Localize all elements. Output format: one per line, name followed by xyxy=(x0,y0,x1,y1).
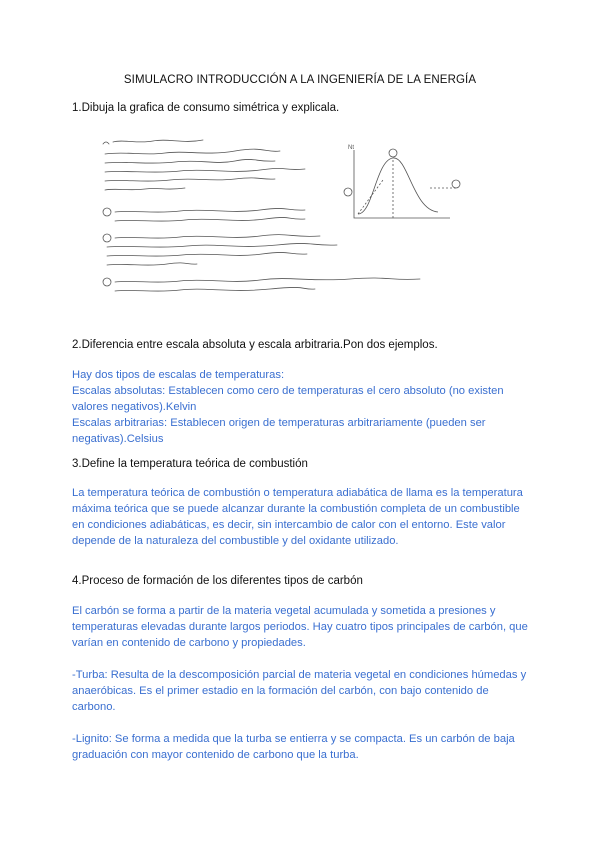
answer-4-paragraph-3: -Lignito: Se forma a medida que la turba se entierra y se compacta. Es un carbón de baja graduación con mayor contenido de carbono que la turba. xyxy=(72,733,515,761)
answer-3-text: La temperatura teórica de combustión o temperatura adiabática de llama es la temperatura máxima teórica que se puede alcanzar durante la combustión completa de un combustible en condiciones adiabáticas, es decir, sin intercambio de calor con el entorno. Este valor depende de la naturaleza del combustible y del oxidante utilizado. xyxy=(72,487,523,547)
question-4: 4.Proceso de formación de los diferentes tipos de carbón xyxy=(72,575,363,587)
answer-4-paragraph-2: -Turba: Resulta de la descomposición parcial de materia vegetal en condiciones húmedas y anaeróbicas. Es el primer estadio en la formación del carbón, con bajo contenido de carbono. xyxy=(72,669,527,713)
answer-2-line-1: Hay dos tipos de escalas de temperaturas: xyxy=(72,369,285,381)
question-1: 1.Dibuja la grafica de consumo simétrica y explicala. xyxy=(72,102,340,114)
answer-2 xyxy=(72,367,532,447)
graph-y-label: Nt xyxy=(348,145,354,151)
graph-axes xyxy=(354,150,450,218)
page-title: SIMULACRO INTRODUCCIÓN A LA INGENIERÍA DE LA ENERGÍA xyxy=(123,74,477,86)
question-2: 2.Diferencia entre escala absoluta y escala arbitraria.Pon dos ejemplos. xyxy=(72,339,438,351)
answer-2-line-2: Escalas absolutas: Establecen como cero de temperaturas el cero absoluto (no existen valores negativos).Kelvin xyxy=(72,385,504,413)
answer-4 xyxy=(72,603,532,763)
consumption-curve-sketch xyxy=(338,140,468,225)
answer-3 xyxy=(72,485,532,549)
graph-curve xyxy=(358,158,438,214)
question-3: 3.Define la temperatura teórica de combustión xyxy=(72,458,308,470)
answer-2-line-3: Escalas arbitrarias: Establecen origen de temperaturas arbitrariamente (pueden ser negativas).Celsius xyxy=(72,417,486,445)
answer-4-paragraph-1: El carbón se forma a partir de la materia vegetal acumulada y sometida a presiones y temperaturas elevadas durante largos periodos. Hay cuatro tipos principales de carbón, que varían en contenido de carbono y propiedades. xyxy=(72,605,528,649)
